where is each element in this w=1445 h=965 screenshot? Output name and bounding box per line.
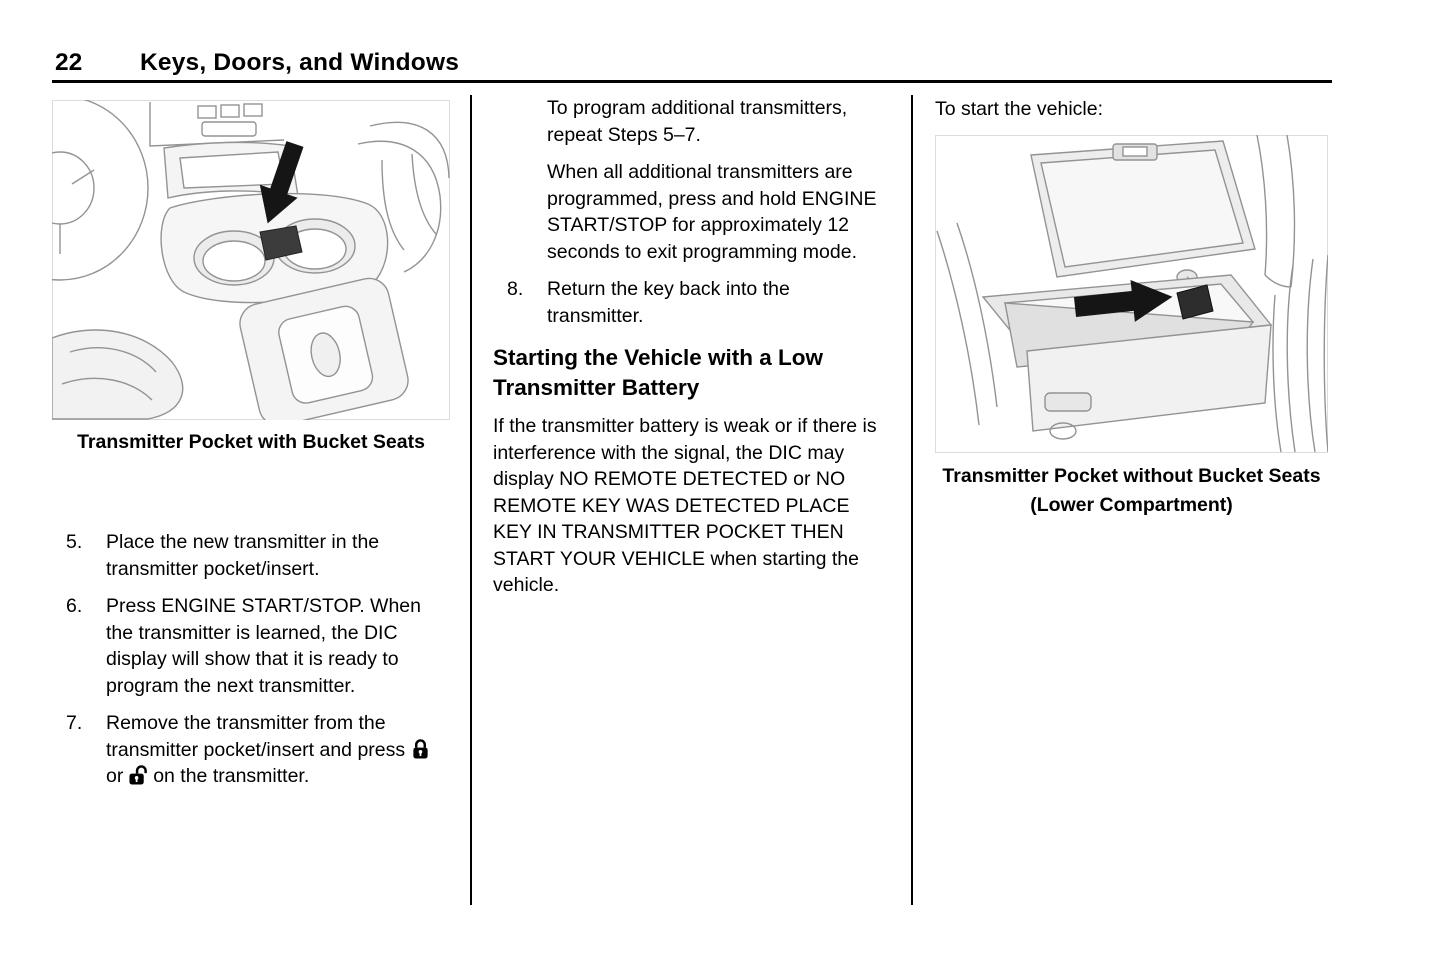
step-text: Return the key back into the transmitter.	[547, 278, 790, 327]
header-rule	[52, 80, 1332, 83]
step-number: 5.	[66, 531, 83, 553]
numbered-steps-list	[52, 529, 450, 801]
step-number: 6.	[66, 595, 83, 617]
chapter-title: Keys, Doors, and Windows	[140, 49, 460, 76]
paragraph-exit-programming: When all additional transmitters are programmed, press and hold ENGINE START/STOP for approximately 12 seconds to exit programming mode.	[547, 161, 877, 263]
figure-caption: Transmitter Pocket without Bucket Seats (Lower Compartment)	[942, 465, 1321, 516]
unlock-icon	[129, 764, 148, 786]
lock-icon	[411, 738, 430, 760]
step-text: Press ENGINE START/STOP. When the transmitter is learned, the DIC display will show that it is ready to program the next transmitter.	[106, 595, 421, 697]
start-vehicle-intro: To start the vehicle:	[935, 98, 1103, 120]
column-middle	[493, 95, 890, 599]
list-item-step6	[52, 593, 450, 699]
list-item-step8	[493, 276, 890, 329]
paragraph-program-additional: To program additional transmitters, repeat Steps 5–7.	[547, 97, 848, 146]
step-number: 8.	[507, 278, 524, 300]
console-compartment-illustration	[935, 135, 1328, 453]
figure-transmitter-pocket-bucket-seats	[52, 100, 450, 457]
list-item-step5	[52, 529, 450, 582]
list-item-step7	[52, 710, 450, 790]
page-number: 22	[55, 49, 83, 76]
paragraph-low-battery: If the transmitter battery is weak or if there is interference with the signal, the DIC may display NO REMOTE DETECTED or NO REMOTE KEY WAS DETECTED PLACE KEY IN TRANSMITTER POCKET THEN START YOUR VEHICLE when starting the vehicle.	[493, 415, 877, 596]
column-divider	[470, 95, 472, 905]
column-divider	[911, 95, 913, 905]
step-text: Place the new transmitter in the transmitter pocket/insert.	[106, 531, 380, 580]
step-text: Remove the transmitter from the transmitter pocket/insert and press or on the transmitter.	[106, 712, 430, 787]
figure-transmitter-pocket-no-bucket-seats	[935, 135, 1328, 520]
step-number: 7.	[66, 712, 83, 734]
console-cupholder-illustration	[52, 100, 450, 420]
figure-caption: Transmitter Pocket with Bucket Seats	[77, 431, 425, 453]
section-heading-low-battery: Starting the Vehicle with a Low Transmitter Battery	[493, 345, 824, 400]
